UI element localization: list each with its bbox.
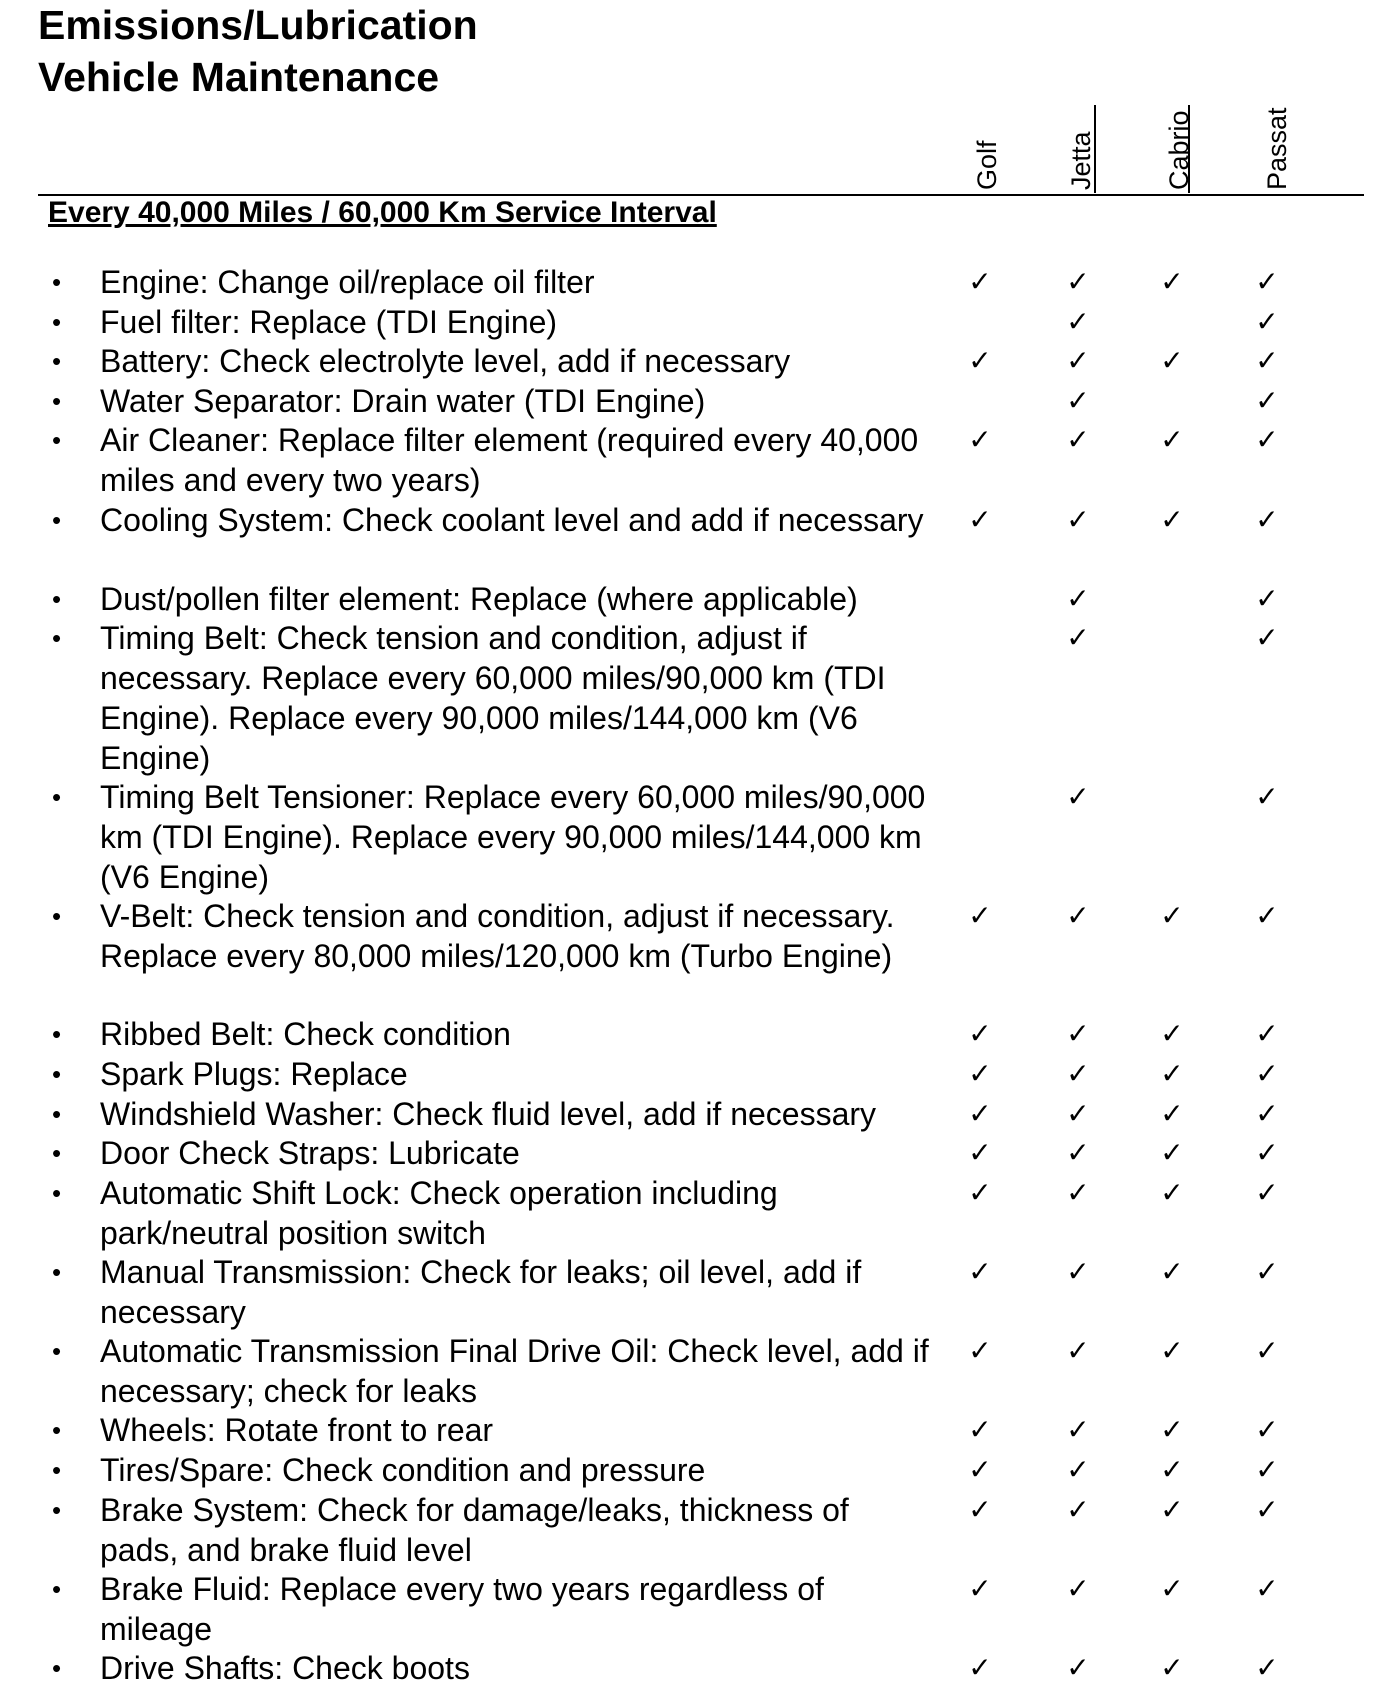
check-icon-jetta: ✓ [1066,1652,1090,1683]
bullet-icon: • [52,267,62,297]
check-icon-cabrio: ✓ [1160,266,1184,297]
check-icon-golf: ✓ [968,503,992,535]
item-text: Battery: Check electrolyte level, add if necessary [100,343,791,380]
check-icon-jetta: ✓ [1066,1256,1090,1287]
item-text: Cooling System: Check coolant level and add if necessary [100,501,924,538]
bullet-icon: • [52,1573,62,1604]
item-text: Brake System: Check for damage/leaks, thickness of pads, and brake fluid level [100,1491,849,1568]
check-icon-cabrio: ✓ [1160,424,1184,456]
bullet-icon: • [52,385,62,416]
check-icon-golf: ✓ [968,1454,992,1485]
check-icon-golf: ✓ [968,1176,992,1208]
check-icon-passat: ✓ [1255,1018,1279,1050]
check-icon-passat: ✓ [1255,1572,1279,1604]
check-icon-passat: ✓ [1255,780,1279,812]
check-icon-jetta: ✓ [1066,1018,1090,1050]
check-icon-cabrio: ✓ [1160,1454,1184,1485]
check-icon-jetta: ✓ [1066,345,1090,377]
check-icon-passat: ✓ [1255,1176,1279,1208]
check-icon-golf: ✓ [968,1493,992,1525]
check-icon-passat: ✓ [1255,582,1279,614]
check-icon-jetta: ✓ [1066,1493,1090,1525]
item-text: Dust/pollen filter element: Replace (where applicable) [100,580,858,617]
check-icon-jetta: ✓ [1066,780,1090,812]
bullet-icon: • [52,1177,62,1208]
check-icon-golf: ✓ [968,424,992,456]
item-text: Engine: Change oil/replace oil filter [100,264,595,300]
check-icon-passat: ✓ [1255,305,1279,337]
check-icon-golf: ✓ [968,266,992,297]
bullet-icon: • [52,1138,62,1169]
check-icon-jetta: ✓ [1066,1454,1090,1485]
bullet-icon: • [52,346,62,377]
check-icon-jetta: ✓ [1066,384,1090,416]
check-icon-jetta: ✓ [1066,582,1090,614]
check-icon-cabrio: ✓ [1160,345,1184,377]
check-icon-cabrio: ✓ [1160,1414,1184,1446]
check-icon-passat: ✓ [1255,1454,1279,1485]
item-text: Water Separator: Drain water (TDI Engine) [100,382,706,419]
bullet-icon: • [52,504,62,535]
item-text: Spark Plugs: Replace [100,1056,408,1092]
check-icon-passat: ✓ [1255,384,1279,416]
check-icon-golf: ✓ [968,345,992,377]
check-icon-passat: ✓ [1255,266,1279,297]
check-icon-jetta: ✓ [1066,1176,1090,1208]
bullet-icon: • [52,1059,62,1089]
item-text: Timing Belt Tensioner: Replace every 60,000 miles/90,000 km (TDI Engine). Replace every 90,000 miles/144,000 km (V6 Engine) [100,778,926,895]
item-text: Tires/Spare: Check condition and pressure [100,1452,706,1488]
check-icon-cabrio: ✓ [1160,503,1184,535]
check-icon-cabrio: ✓ [1160,1018,1184,1050]
check-icon-golf: ✓ [968,1097,992,1129]
check-icon-passat: ✓ [1255,899,1279,931]
bullet-icon: • [52,583,62,614]
bullet-icon: • [52,781,62,812]
check-icon-jetta: ✓ [1066,1572,1090,1604]
bullet-icon: • [52,1098,62,1129]
item-text: Automatic Transmission Final Drive Oil: Check level, add if necessary; check for leaks [100,1333,929,1410]
section-title: Every 40,000 Miles / 60,000 Km Service Interval [48,196,717,229]
bullet-icon: • [52,1455,62,1485]
check-icon-cabrio: ✓ [1160,1137,1184,1169]
check-icon-jetta: ✓ [1066,1097,1090,1129]
bullet-icon: • [52,306,62,337]
check-icon-cabrio: ✓ [1160,1335,1184,1367]
page-subtitle: Vehicle Maintenance [38,54,440,100]
item-text: Ribbed Belt: Check condition [100,1016,511,1053]
check-icon-cabrio: ✓ [1160,1493,1184,1525]
item-text: Wheels: Rotate front to rear [100,1412,494,1449]
check-icon-golf: ✓ [968,1137,992,1169]
bullet-icon: • [52,900,62,931]
check-icon-golf: ✓ [968,1572,992,1604]
check-icon-jetta: ✓ [1066,1058,1090,1089]
item-text: Brake Fluid: Replace every two years regardless of mileage [100,1570,824,1647]
check-icon-cabrio: ✓ [1160,1097,1184,1129]
check-icon-jetta: ✓ [1066,503,1090,535]
check-icon-passat: ✓ [1255,1414,1279,1446]
page-title: Emissions/Lubrication [38,2,478,48]
check-icon-jetta: ✓ [1066,1137,1090,1169]
check-icon-golf: ✓ [968,1414,992,1446]
item-text: V-Belt: Check tension and condition, adjust if necessary. Replace every 80,000 miles/120,000 km (Turbo Engine) [100,897,895,974]
column-divider [1188,105,1190,193]
item-text: Automatic Shift Lock: Check operation including park/neutral position switch [100,1174,778,1251]
check-icon-golf: ✓ [968,1018,992,1050]
bullet-icon: • [52,623,62,654]
check-icon-passat: ✓ [1255,1652,1279,1683]
check-icon-jetta: ✓ [1066,622,1090,654]
bullet-icon: • [52,1336,62,1367]
check-icon-jetta: ✓ [1066,266,1090,297]
check-icon-cabrio: ✓ [1160,1256,1184,1287]
check-icon-passat: ✓ [1255,424,1279,456]
item-text: Windshield Washer: Check fluid level, add if necessary [100,1095,877,1132]
check-icon-passat: ✓ [1255,1097,1279,1129]
column-header-golf: Golf [972,140,1002,190]
column-header-cabrio: Cabrio [1164,110,1194,190]
item-text: Fuel filter: Replace (TDI Engine) [100,303,558,340]
check-icon-passat: ✓ [1255,503,1279,535]
check-icon-golf: ✓ [968,1256,992,1287]
check-icon-golf: ✓ [968,1652,992,1683]
check-icon-cabrio: ✓ [1160,1652,1184,1683]
check-icon-jetta: ✓ [1066,305,1090,337]
check-icon-passat: ✓ [1255,1335,1279,1367]
item-text: Drive Shafts: Check boots [100,1650,470,1686]
check-icon-cabrio: ✓ [1160,1058,1184,1089]
check-icon-passat: ✓ [1255,1058,1279,1089]
item-text: Timing Belt: Check tension and condition, adjust if necessary. Replace every 60,000 miles/90,000 km (TDI Engine). Replace every 90,000 miles/144,000 km (V6 Engine) [100,620,886,777]
column-header-passat: Passat [1262,107,1292,190]
bullet-icon: • [52,1494,62,1525]
check-icon-jetta: ✓ [1066,424,1090,456]
check-icon-golf: ✓ [968,899,992,931]
check-icon-passat: ✓ [1255,345,1279,377]
column-divider [1094,105,1096,193]
check-icon-passat: ✓ [1255,1493,1279,1525]
bullet-icon: • [52,1019,62,1050]
check-icon-cabrio: ✓ [1160,899,1184,931]
column-header-jetta: Jetta [1066,131,1096,190]
check-icon-passat: ✓ [1255,1256,1279,1287]
check-icon-jetta: ✓ [1066,899,1090,931]
check-icon-cabrio: ✓ [1160,1176,1184,1208]
item-text: Air Cleaner: Replace filter element (required every 40,000 miles and every two years) [100,422,919,499]
check-icon-jetta: ✓ [1066,1414,1090,1446]
item-text: Door Check Straps: Lubricate [100,1135,520,1172]
bullet-icon: • [52,1415,62,1446]
check-icon-passat: ✓ [1255,1137,1279,1169]
check-icon-cabrio: ✓ [1160,1572,1184,1604]
check-icon-jetta: ✓ [1066,1335,1090,1367]
check-icon-golf: ✓ [968,1058,992,1089]
item-text: Manual Transmission: Check for leaks; oil level, add if necessary [100,1254,862,1330]
bullet-icon: • [52,425,62,456]
bullet-icon: • [52,1653,62,1683]
check-icon-golf: ✓ [968,1335,992,1367]
bullet-icon: • [52,1257,62,1287]
check-icon-passat: ✓ [1255,622,1279,654]
